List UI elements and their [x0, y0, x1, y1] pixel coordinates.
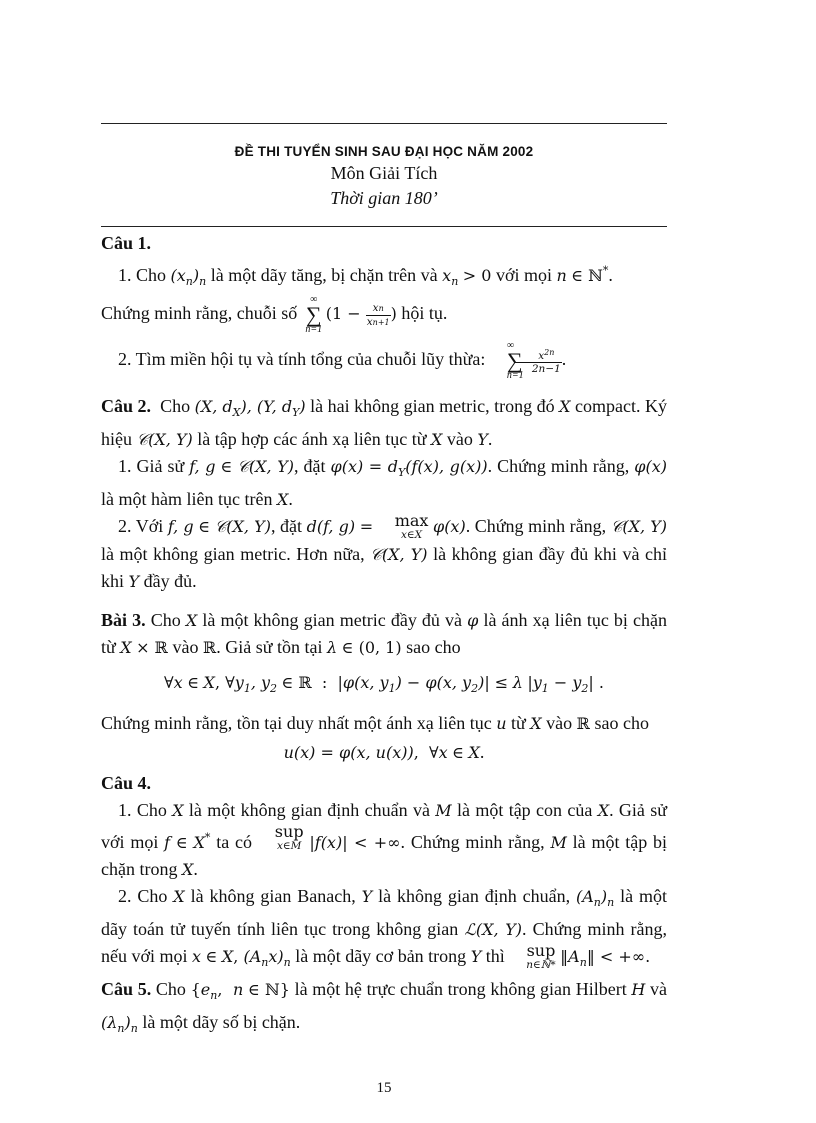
question-4-part-2: 2. Cho X là không gian Banach, Y là không gian định chuẩn, $(A_n)_n$ là một dãy toán tử tuyến tính liên tục trong không gian ℒ(X, Y). Chứng minh rằng, nếu với mọi x ∈ X, $(A_nx)_n$ là một dãy cơ bản trong Y thì sup n∈ℕ* $‖A_n‖$ < +∞.	[101, 886, 667, 971]
exam-subject: Môn Giải Tích	[330, 163, 438, 183]
exam-title: ĐỀ THI TUYỂN SINH SAU ĐẠI HỌC NĂM 2002	[234, 144, 534, 159]
max-operator: max x∈X	[394, 511, 429, 541]
sup-operator-2: sup n∈ℕ*	[526, 941, 556, 971]
question-4	[101, 770, 667, 797]
question-2: Câu 2. Cho (X, $d_X$), (Y, $d_Y$) là hai không gian metric, trong đó X compact. Ký hiệu 𝒞(X, Y) là tập hợp các ánh xạ liên tục từ X vào Y.	[101, 396, 668, 449]
sup-operator: sup x∈M	[274, 822, 304, 852]
lipschitz-condition: ∀x ∈ X, $\forall y_1$, $y_2$ ∈ ℝ : |φ(x, $y_1) - \varphi(x$, $y_2)| \le \lambda$ $|y_1 - y_2|$ .	[164, 673, 604, 695]
question-2-part-2: 2. Với f, g ∈ 𝒞(X, Y), đặt d(f, g) = max x∈X φ(x). Chứng minh rằng, 𝒞(X, Y) là một không gian metric. Hơn nữa, 𝒞(X, Y) là không gian đầy đủ khi và chỉ khi Y đầy đủ.	[101, 511, 668, 591]
question-2-part-1: 1. Giả sử f, g ∈ 𝒞(X, Y), đặt $\varphi(x) = d_Y(f(x)$, g(x)). Chứng minh rằng, φ(x) là một hàm liên tục trên X.	[101, 456, 667, 509]
exam-body	[101, 230, 667, 1042]
question-2-label: Câu 2.	[101, 396, 152, 416]
page-number: 15	[376, 1080, 392, 1096]
question-1-part-1: 1. Cho $(x_n)_n$ là một dãy tăng, bị chặn trên và $x_n > 0$ với mọi n ∈ ℕ*.	[118, 264, 613, 288]
header-rule	[101, 226, 667, 227]
question-5-label: Câu 5.	[101, 979, 152, 999]
question-1-part-2: 2. Tìm miền hội tụ và tính tổng của chuỗi lũy thừa: ∞ ∑ n=1 $\frac{x^{2n}}{2n-1}$ .	[118, 340, 567, 381]
question-1-label: Câu 1.	[101, 233, 152, 253]
sum-symbol: ∞ ∑ n=1	[305, 294, 323, 335]
question-1-part-1-cont: Chứng minh rằng, chuỗi số ∞ ∑ n=1 (1 − $\frac{xn}{xn+1}$ ) hội tụ.	[101, 294, 448, 335]
question-1	[101, 230, 667, 257]
question-3-label: Bài 3.	[101, 610, 146, 630]
question-4-label: Câu 4.	[101, 773, 152, 793]
sum-symbol: ∞ ∑ n=1	[506, 340, 524, 381]
question-4-part-1: 1. Cho X là một không gian định chuẩn và M là một tập con của X. Giả sử với mọi f ∈ X* ta có sup x∈M |f(x)| < +∞. Chứng minh rằng, M là một tập bị chặn trong X.	[101, 800, 668, 879]
question-3-conclusion: Chứng minh rằng, tồn tại duy nhất một ánh xạ liên tục u từ X vào ℝ sao cho	[101, 713, 649, 733]
top-rule	[101, 123, 667, 124]
fixed-point-equation: u(x) = φ(x, u(x)), ∀x ∈ X.	[283, 742, 485, 762]
question-5: Câu 5. Cho {$e_n$, n ∈ ℕ} là một hệ trực chuẩn trong không gian Hilbert H và $(\lambda_n)_n$ là một dãy số bị chặn.	[101, 979, 668, 1035]
exam-duration: Thời gian 180’	[330, 188, 438, 208]
question-3: Bài 3. Cho X là một không gian metric đầy đủ và φ là ánh xạ liên tục bị chặn từ X × ℝ vào ℝ. Giả sử tồn tại λ ∈ (0, 1) sao cho	[101, 610, 668, 657]
